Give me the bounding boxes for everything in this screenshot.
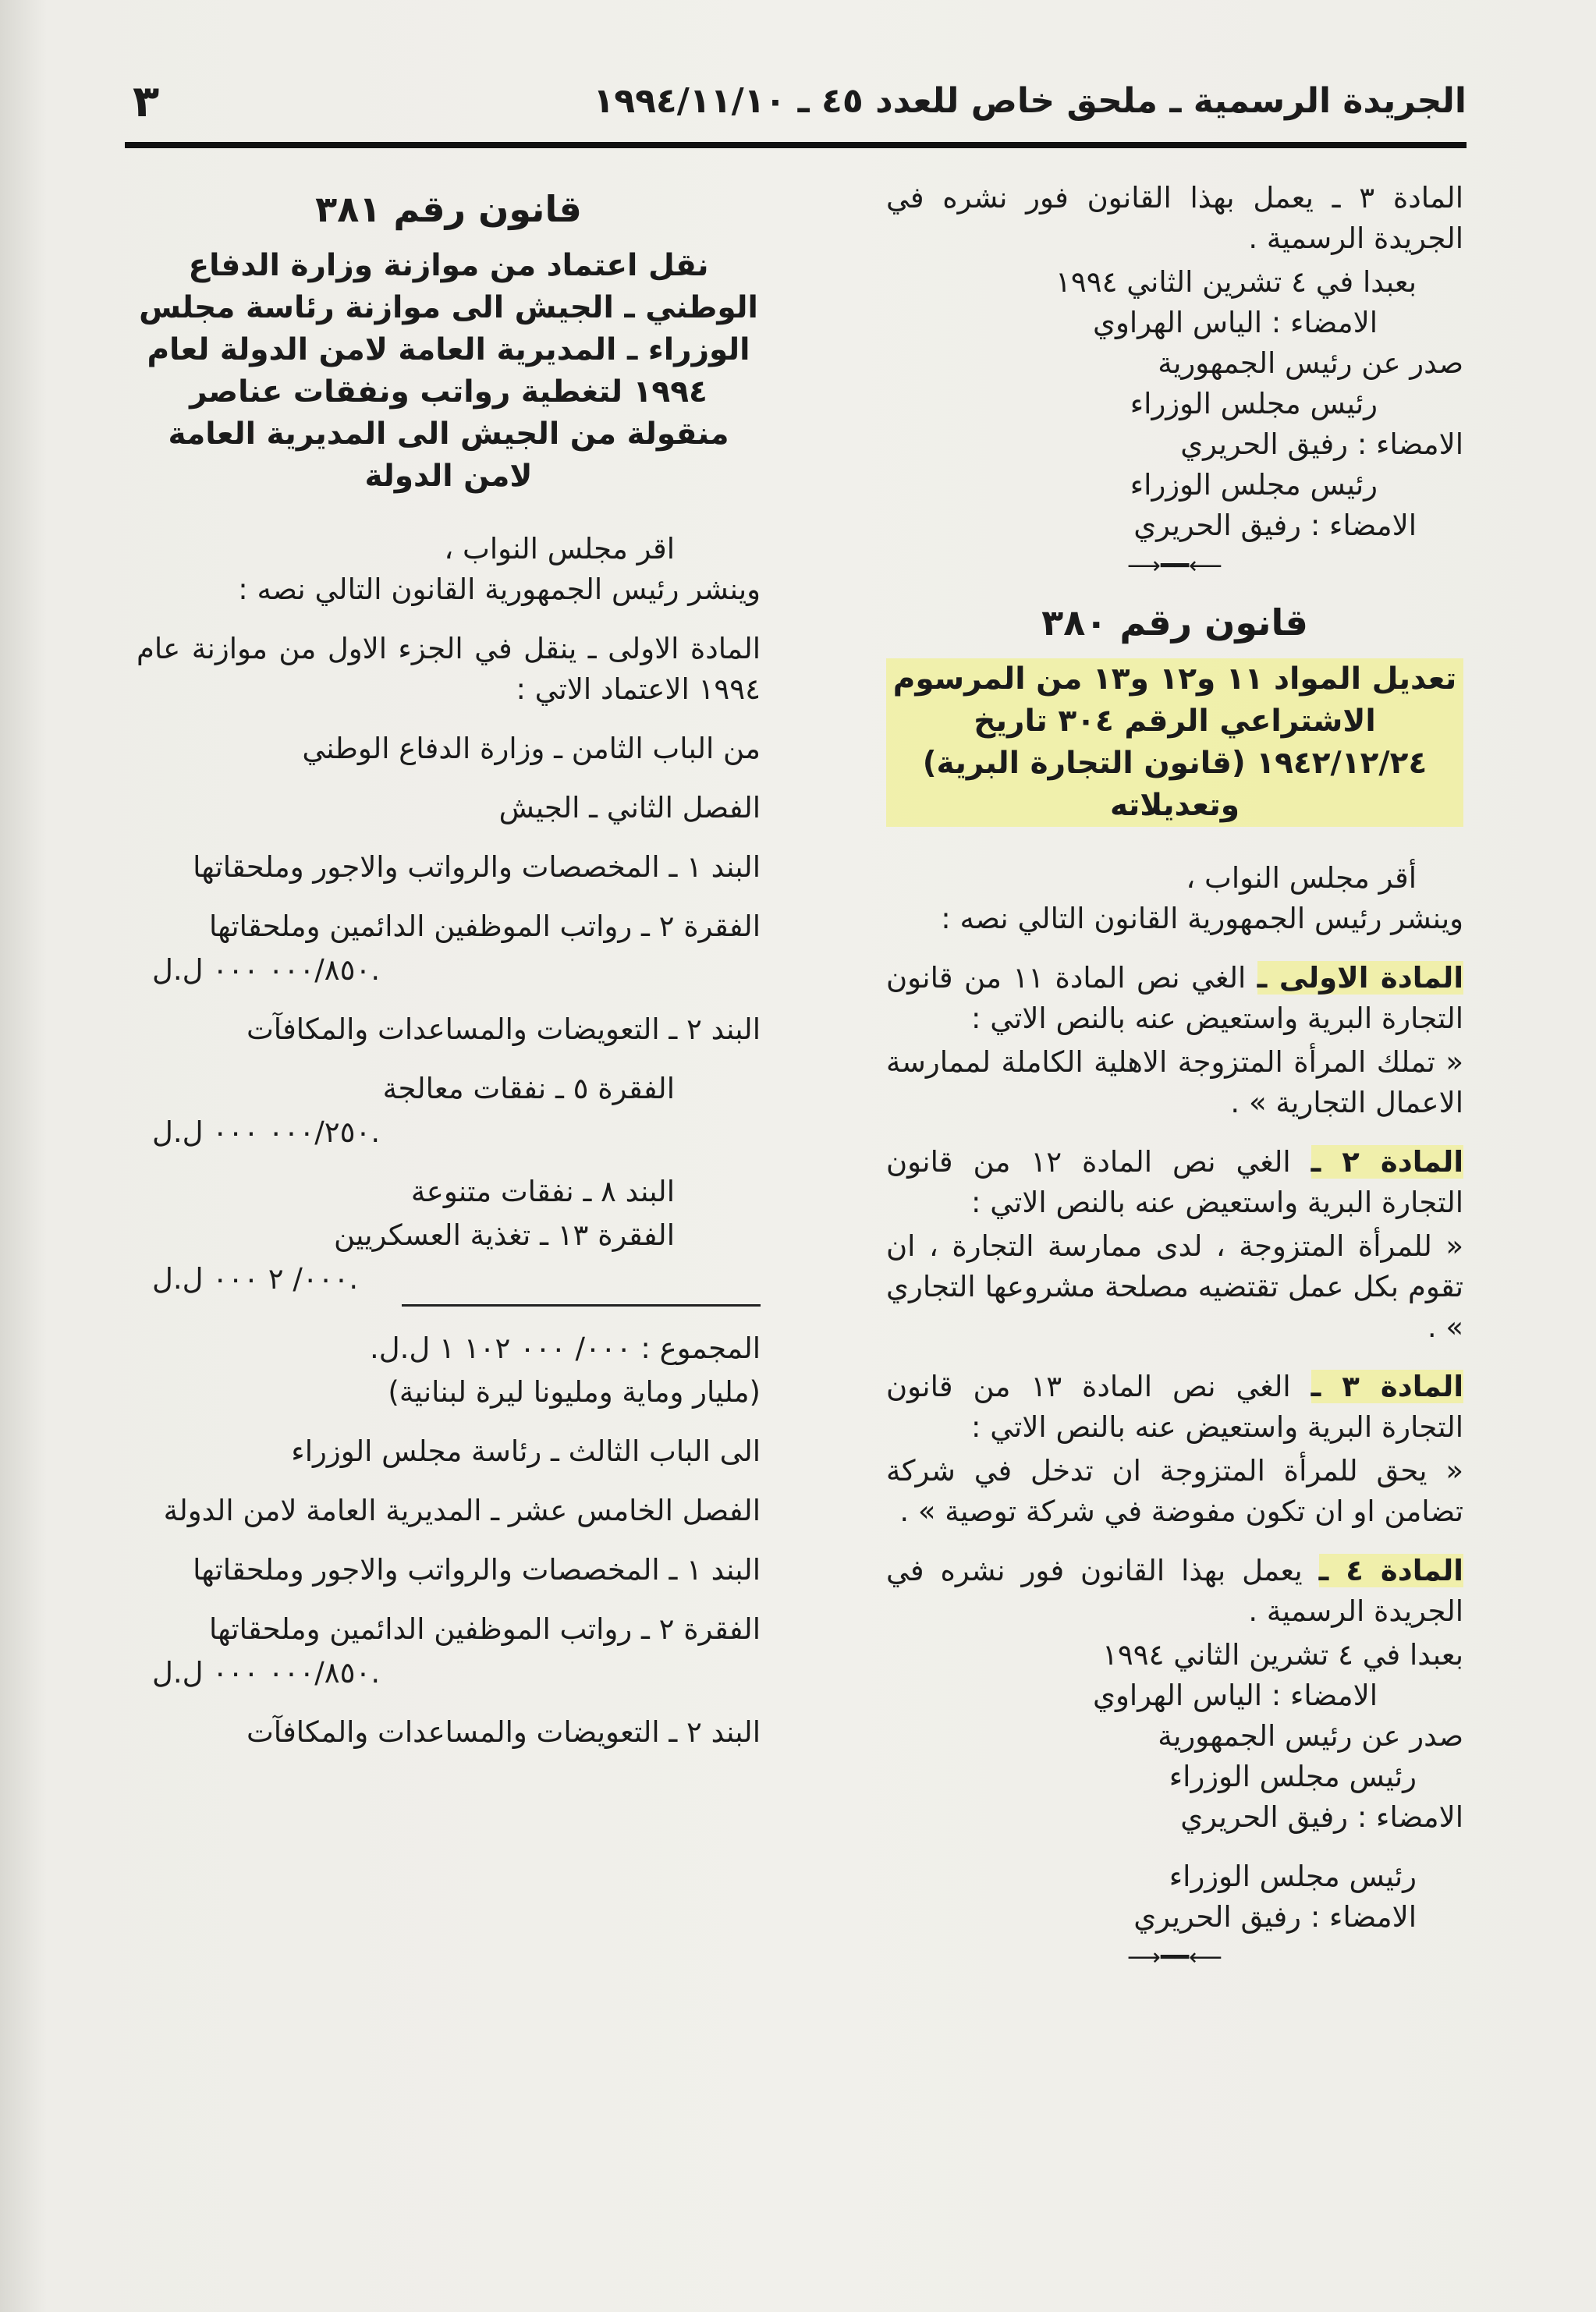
place-date: بعبدا في ٤ تشرين الثاني ١٩٩٤ — [1055, 265, 1417, 299]
separator-ornament-2: ⟵━━⟶ — [1126, 1944, 1223, 1971]
article-2-quote: « للمرأة المتزوجة ، لدى ممارسة التجارة ، ان تقوم بكل عمل تقتضيه مصلحة مشروعها التجاري » . — [886, 1229, 1463, 1344]
signature-pm-2: الامضاء : رفيق الحريري — [1133, 509, 1417, 542]
to-item-2: البند ٢ ـ التعويضات والمساعدات والمكافآت — [246, 1715, 761, 1749]
signature-president: الامضاء : الياس الهراوي — [1093, 306, 1378, 339]
issued-by: صدر عن رئيس الجمهورية — [1158, 346, 1463, 380]
article-3-heading: المادة ٣ ـ — [1310, 1370, 1464, 1403]
from-section: الفصل الثاني ـ الجيش — [498, 791, 761, 824]
article-2-heading: المادة ٢ ـ — [1310, 1145, 1464, 1179]
law-381-enactment-1: اقر مجلس النواب ، — [444, 532, 675, 566]
article-1-quote: « تملك المرأة المتزوجة الاهلية الكاملة لممارسة الاعمال التجارية » . — [886, 1045, 1463, 1119]
law-381-enactment-2: وينشر رئيس الجمهورية القانون التالي نصه : — [238, 573, 761, 606]
article-3-text: الغي نص المادة ١٣ من قانون التجارة البرية واستعيض عنه بالنص الاتي : — [886, 1370, 1463, 1444]
article-4-heading: المادة ٤ ـ — [1318, 1554, 1463, 1587]
amount-3: ٠٠٠/ ٢ ٠٠٠ ل.ل. — [152, 1262, 359, 1296]
total-in-words: (مليار وماية ومليونا ليرة لبنانية) — [388, 1375, 761, 1409]
article-2-text: الغي نص المادة ١٢ من قانون التجارة البرية واستعيض عنه بالنص الاتي : — [886, 1145, 1463, 1219]
article-1-heading: المادة الاولى ـ — [1257, 961, 1464, 995]
law-380-pm-title: رئيس مجلس الوزراء — [1169, 1760, 1417, 1793]
law-380-signature-president: الامضاء : الياس الهراوي — [1093, 1679, 1378, 1712]
item-1: البند ١ ـ المخصصات والرواتب والاجور وملحقاتها — [193, 850, 761, 884]
to-chapter: الى الباب الثالث ـ رئاسة مجلس الوزراء — [291, 1434, 761, 1468]
law-381-subject: نقل اعتماد من موازنة وزارة الدفاع الوطني ـ الجيش الى موازنة رئاسة مجلس الوزراء ـ المديرية العامة لامن الدولة لعام ١٩٩٤ لتغطية رواتب ونفقات عناصر منقولة من الجيش الى المديرية العامة لامن الدولة — [139, 248, 758, 494]
law-380-pm-title-2: رئيس مجلس الوزراء — [1169, 1860, 1417, 1893]
page-header — [125, 76, 1467, 139]
law-381-title: قانون رقم ٣٨١ — [315, 188, 582, 230]
item-8: البند ٨ ـ نفقات متنوعة — [410, 1175, 675, 1208]
enactment-1: أقر مجلس النواب ، — [1186, 861, 1417, 895]
prev-law-article-3: المادة ٣ ـ يعمل بهذا القانون فور نشره في الجريدة الرسمية . — [886, 181, 1463, 255]
article-2 — [886, 1142, 1463, 1223]
law-380-place-date: بعبدا في ٤ تشرين الثاني ١٩٩٤ — [1101, 1638, 1463, 1672]
law-380-title: قانون رقم ٣٨٠ — [1041, 601, 1308, 644]
law-380-subject: تعديل المواد ١١ و١٢ و١٣ من المرسوم الاشتراعي الرقم ٣٠٤ تاريخ ١٩٤٢/١٢/٢٤ (قانون التجارة البرية) وتعديلاته — [886, 658, 1463, 827]
total: المجموع : ٠٠٠/ ٠٠٠ ١٠٢ ١ ل.ل. — [370, 1332, 761, 1365]
article-4 — [886, 1551, 1463, 1632]
law-380-signature-pm: الامضاء : رفيق الحريري — [1180, 1800, 1463, 1834]
article-1 — [886, 958, 1463, 1039]
article-4-text: يعمل بهذا القانون فور نشره في الجريدة الرسمية . — [886, 1554, 1463, 1628]
pm-title-2: رئيس مجلس الوزراء — [1130, 468, 1378, 502]
amount-2: ٠٠٠/٢٥٠ ٠٠٠ ل.ل. — [152, 1115, 381, 1149]
gazette-title: الجريدة الرسمية ـ ملحق خاص للعدد ٤٥ ـ ١٩٩٤/١١/١٠ — [593, 81, 1467, 121]
enactment-2: وينشر رئيس الجمهورية القانون التالي نصه : — [941, 902, 1463, 935]
left-column — [137, 178, 761, 1771]
pm-title: رئيس مجلس الوزراء — [1130, 387, 1378, 420]
law-380-issued-by: صدر عن رئيس الجمهورية — [1158, 1719, 1463, 1753]
signature-pm: الامضاء : رفيق الحريري — [1180, 427, 1463, 461]
to-paragraph-2: الفقرة ٢ ـ رواتب الموظفين الدائمين وملحقاتها — [209, 1612, 761, 1646]
article-3 — [886, 1367, 1463, 1448]
to-section: الفصل الخامس عشر ـ المديرية العامة لامن الدولة — [163, 1494, 761, 1527]
article-1-text: الغي نص المادة ١١ من قانون التجارة البرية واستعيض عنه بالنص الاتي : — [886, 961, 1463, 1035]
right-column — [886, 178, 1463, 1991]
law-381-article-1: المادة الاولى ـ ينقل في الجزء الاول من موازنة عام ١٩٩٤ الاعتماد الاتي : — [137, 632, 761, 706]
paragraph-2: الفقرة ٢ ـ رواتب الموظفين الدائمين وملحقاتها — [209, 910, 761, 943]
sum-rule — [402, 1304, 761, 1307]
law-380-signature-pm-2: الامضاء : رفيق الحريري — [1133, 1900, 1417, 1934]
to-item-1: البند ١ ـ المخصصات والرواتب والاجور وملحقاتها — [193, 1553, 761, 1587]
amount-1: ٠٠٠/٨٥٠ ٠٠٠ ل.ل. — [152, 953, 381, 987]
from-chapter: من الباب الثامن ـ وزارة الدفاع الوطني — [302, 732, 761, 765]
header-rule — [125, 142, 1467, 148]
item-2: البند ٢ ـ التعويضات والمساعدات والمكافآت — [246, 1012, 761, 1046]
article-3-quote: « يحق للمرأة المتزوجة ان تدخل في شركة تضامن او ان تكون مفوضة في شركة توصية » . — [886, 1454, 1463, 1528]
separator-ornament: ⟵━━⟶ — [1126, 552, 1223, 580]
paragraph-5: الفقرة ٥ ـ نفقات معالجة — [382, 1072, 675, 1105]
paragraph-13: الفقرة ١٣ ـ تغذية العسكريين — [333, 1218, 675, 1252]
to-amount-1: ٠٠٠/٨٥٠ ٠٠٠ ل.ل. — [152, 1656, 381, 1690]
page-number: ٣ — [133, 76, 160, 127]
